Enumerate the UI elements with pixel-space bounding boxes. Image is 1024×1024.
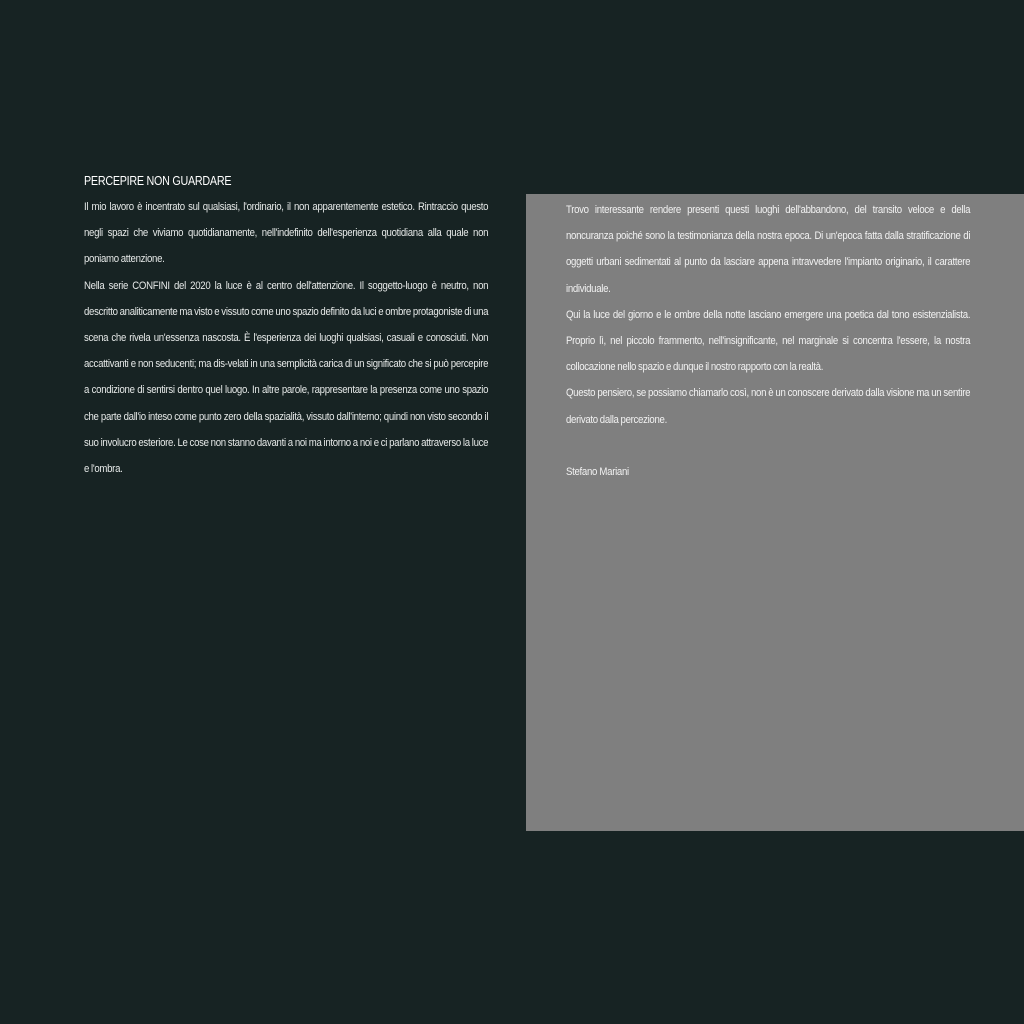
right-paragraph-2: Qui la luce del giorno e le ombre della notte lasciano emergere una poetica dal tono esistenzialista. Proprio lì, nel piccolo frammento, nell'insignificante, nel marginale si concentra l'essere, la nostra collocazione nello spazio e dunque il nostro rapporto con la realtà.: [566, 308, 971, 374]
author-signature: Stefano Mariani: [566, 465, 629, 478]
section-title: PERCEPIRE NON GUARDARE: [84, 174, 232, 188]
left-paragraph-2: Nella serie CONFINI del 2020 la luce è al centro dell'attenzione. Il soggetto-luogo è neutro, non descritto analiticamente ma visto e vissuto come uno spazio definito da luci e ombre protagoniste di una scena che rivela un'essenza nascosta. È l'esperienza dei luoghi qualsiasi, casuali e conosciuti. Non accattivanti e non seducenti; ma dis-velati in una semplicità carica di un significato che si può percepire a condizione di sentirsi dentro quel luogo. In altre parole, rappresentare la presenza come uno spazio che parte dall'io inteso come punto zero della spazialità, vissuto dall'interno; quindi non visto secondo il suo involucro esteriore. Le cose non stanno davanti a noi ma intorno a noi e ci parlano attraverso la luce e l'ombra.: [84, 279, 489, 476]
left-text-column: [84, 172, 488, 482]
right-text-column: [566, 197, 970, 485]
right-paragraph-3: Questo pensiero, se possiamo chiamarlo così, non è un conoscere derivato dalla visione ma un sentire derivato dalla percezione.: [566, 387, 971, 426]
left-paragraph-1: Il mio lavoro è incentrato sul qualsiasi, l'ordinario, il non apparentemente estetico. Rintraccio questo negli spazi che viviamo quotidianamente, nell'indefinito dell'esperienza quotidiana alla quale non poniamo attenzione.: [84, 201, 489, 266]
right-paragraph-1: Trovo interessante rendere presenti questi luoghi dell'abbandono, del transito veloce e della noncuranza poiché sono la testimonianza della nostra epoca. Di un'epoca fatta dalla stratificazione di oggetti urbani sedimentati al punto da lasciare appena intravvedere l'impianto originario, il carattere individuale.: [566, 204, 971, 295]
